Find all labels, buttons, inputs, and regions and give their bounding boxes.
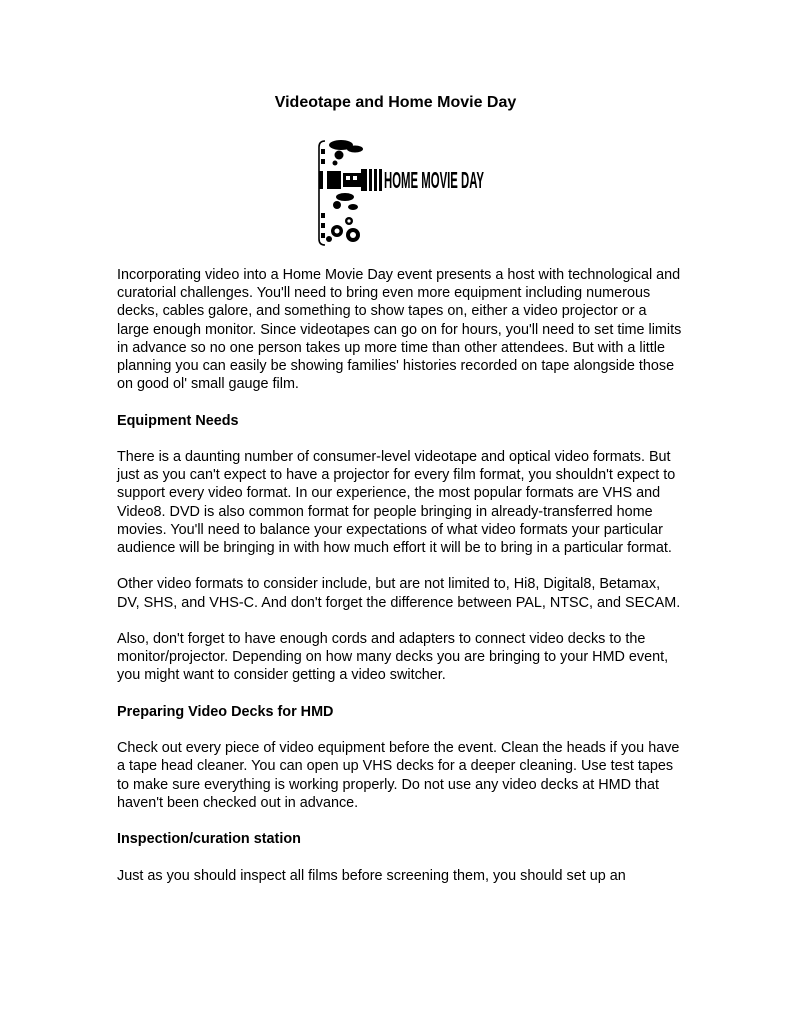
paragraph: Also, don't forget to have enough cords and adapters to connect video decks to the monitor/projector. Depending on how many decks you are bringing to your HMD event, you might want to consider getting a video switcher. [117,631,669,684]
section-heading-inspection-curation: Inspection/curation station [117,831,301,848]
paragraph: Check out every piece of video equipment before the event. Clean the heads if you have a tape head cleaner. You can open up VHS decks for a deeper cleaning. Use test tapes to make sure everything is working properly. Do not use any video decks at HMD that haven't been checked out in advance. [117,740,680,811]
home-movie-day-logo [313,135,488,247]
document-body [117,266,682,903]
logo-wordmark: HOME MOVIE DAY [384,167,484,193]
intro-paragraph: Incorporating video into a Home Movie Day event presents a host with technological and curatorial challenges. You'll need to bring even more equipment including numerous decks, cables galore, and something to show tapes on, either a video projector or a large enough monitor. Since videotapes can go on for hours, you'll need to set time limits in advance so no one person takes up more time than other attendees. But with a little planning you can easily be showing families' histories recorded on tape alongside those on good ol' small gauge film. [117,267,682,393]
paragraph: There is a daunting number of consumer-level videotape and optical video formats. But just as you can't expect to have a projector for every film format, you shouldn't expect to support every video format. In our experience, the most popular formats are VHS and Video8. DVD is also common format for people bringing in already-transferred home movies. You'll need to balance your expectations of what video formats your particular audience will be bringing in with how much effort it will be to bring in a particular format. [117,449,676,557]
film-camera-reel-icon [319,140,382,245]
paragraph: Other video formats to consider include, but are not limited to, Hi8, Digital8, Betamax, DV, SHS, and VHS-C. And don't forget the difference between PAL, NTSC, and SECAM. [117,576,681,611]
section-heading-preparing-video-decks: Preparing Video Decks for HMD [117,703,334,720]
page-title: Videotape and Home Movie Day [274,94,517,111]
section-heading-equipment-needs: Equipment Needs [117,412,239,429]
paragraph: Just as you should inspect all films before screening them, you should set up an [117,867,626,884]
